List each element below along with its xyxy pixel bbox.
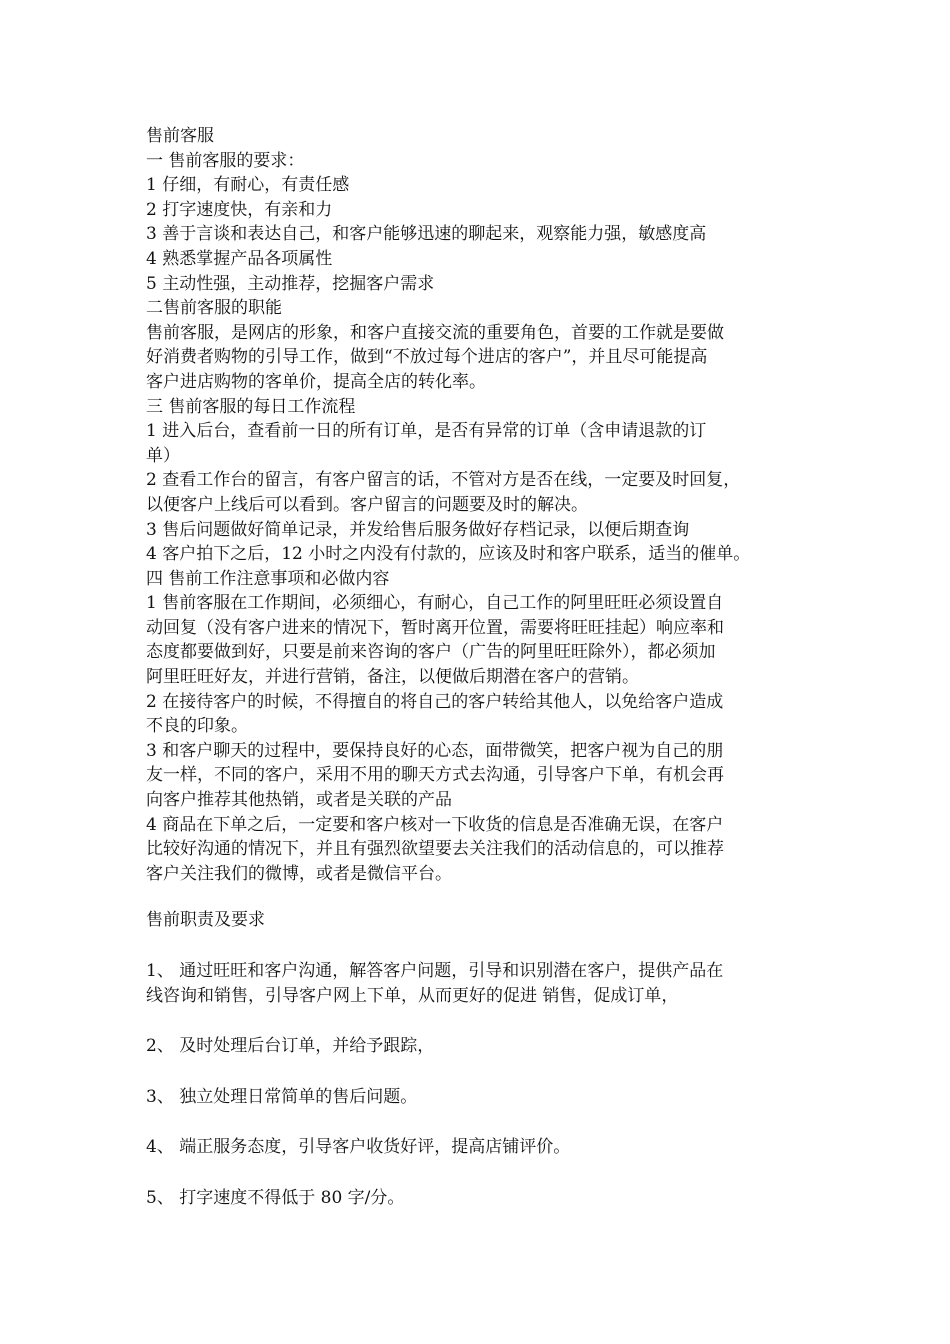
text-line: 3 售后问题做好简单记录，并发给售后服务做好存档记录，以便后期查询 xyxy=(146,519,690,540)
text-line: 2 查看工作台的留言，有客户留言的话，不管对方是否在线，一定要及时回复， xyxy=(146,470,741,491)
text-line: 5 主动性强，主动推荐，挖掘客户需求 xyxy=(146,273,435,294)
text-line: 阿里旺旺好友，并进行营销，备注，以便做后期潜在客户的营销。 xyxy=(146,667,639,688)
text-line: 售前客服，是网店的形象，和客户直接交流的重要角色，首要的工作就是要做 xyxy=(146,322,724,343)
heading-daily-workflow: 三 售前客服的每日工作流程 xyxy=(146,396,356,417)
spacer xyxy=(146,1008,826,1034)
section-title-duties: 售前职责及要求 xyxy=(146,910,265,931)
duty-item-line: 5、 打字速度不得低于 80 字/分。 xyxy=(146,1187,405,1208)
heading-notes: 四 售前工作注意事项和必做内容 xyxy=(146,568,390,589)
spacer xyxy=(146,933,826,959)
spacer xyxy=(146,1109,826,1135)
spacer xyxy=(146,1059,826,1085)
text-line: 3 善于言谈和表达自己，和客户能够迅速的聊起来，观察能力强，敏感度高 xyxy=(146,224,707,245)
spacer xyxy=(146,886,826,908)
text-line: 比较好沟通的情况下，并且有强烈欲望要去关注我们的活动信息的，可以推荐 xyxy=(146,839,724,860)
text-line: 4 客户拍下之后，12 小时之内没有付款的，应该及时和客户联系，适当的催单。 xyxy=(146,544,751,565)
heading-requirements: 一 售前客服的要求： xyxy=(146,150,305,171)
text-line: 态度都要做到好，只要是前来咨询的客户（广告的阿里旺旺除外），都必须加 xyxy=(146,642,716,663)
duty-item-line: 3、 独立处理日常简单的售后问题。 xyxy=(146,1086,418,1107)
duty-item-line: 4、 端正服务态度，引导客户收货好评，提高店铺评价。 xyxy=(146,1137,571,1158)
text-line: 客户进店购物的客单价，提高全店的转化率。 xyxy=(146,371,486,392)
text-line: 动回复（没有客户进来的情况下，暂时离开位置，需要将旺旺挂起）响应率和 xyxy=(146,617,724,638)
section-title: 售前客服 xyxy=(146,126,214,146)
text-line: 2 打字速度快，有亲和力 xyxy=(146,199,333,220)
duty-item-line: 2、 及时处理后台订单，并给予跟踪， xyxy=(146,1036,435,1057)
text-line: 不良的印象。 xyxy=(146,716,248,737)
text-line: 1 仔细，有耐心，有责任感 xyxy=(146,175,350,196)
text-line: 1 进入后台，查看前一日的所有订单，是否有异常的订单（含申请退款的订 xyxy=(146,421,707,442)
text-line: 向客户推荐其他热销，或者是关联的产品 xyxy=(146,790,452,811)
document-page xyxy=(146,124,826,1211)
text-line: 2 在接待客户的时候，不得擅自的将自己的客户转给其他人，以免给客户造成 xyxy=(146,691,724,712)
text-line: 友一样，不同的客户，采用不用的聊天方式去沟通，引导客户下单，有机会再 xyxy=(146,765,724,786)
text-line: 4 商品在下单之后，一定要和客户核对一下收货的信息是否准确无误，在客户 xyxy=(146,814,724,835)
heading-functions: 二售前客服的职能 xyxy=(146,298,282,319)
text-line: 以便客户上线后可以看到。客户留言的问题要及时的解决。 xyxy=(146,494,588,515)
text-line: 3 和客户聊天的过程中，要保持良好的心态，面带微笑，把客户视为自己的朋 xyxy=(146,740,724,761)
duty-item-line: 1、 通过旺旺和客户沟通，解答客户问题，引导和识别潜在客户，提供产品在 xyxy=(146,961,724,981)
text-line: 4 熟悉掌握产品各项属性 xyxy=(146,248,333,269)
text-line: 好消费者购物的引导工作，做到“不放过每个进店的客户”，并且尽可能提高 xyxy=(146,347,708,368)
text-line: 单） xyxy=(146,445,180,466)
text-line: 1 售前客服在工作期间，必须细心，有耐心，自己工作的阿里旺旺必须设置自 xyxy=(146,593,724,614)
duty-item-line: 线咨询和销售，引导客户网上下单，从而更好的促进 销售，促成订单， xyxy=(146,985,679,1006)
spacer xyxy=(146,1160,826,1186)
text-line: 客户关注我们的微博，或者是微信平台。 xyxy=(146,863,452,884)
